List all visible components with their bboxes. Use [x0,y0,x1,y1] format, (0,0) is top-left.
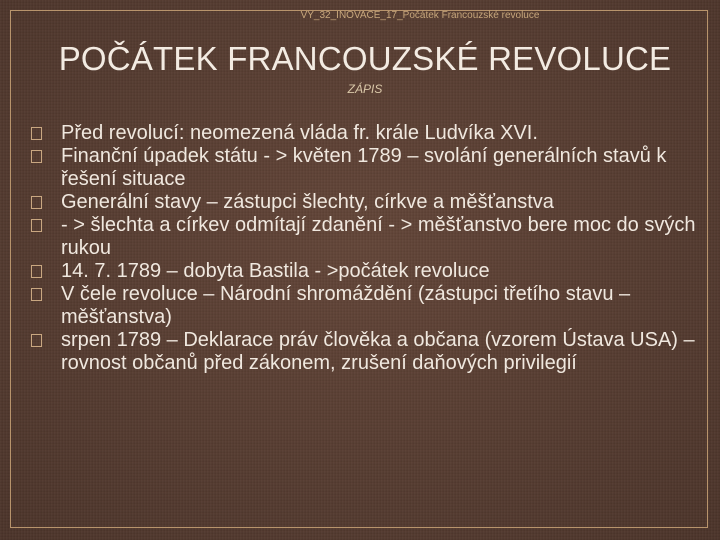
list-item-text: 14. 7. 1789 – dobyta Bastila - >počátek revoluce [61,260,490,282]
bullet-list [31,122,699,375]
list-item [31,191,699,214]
slide-subtitle: ZÁPIS [347,82,383,96]
list-item [31,283,699,329]
square-bullet-icon [31,334,42,347]
square-bullet-icon [31,288,42,301]
list-item-text: Před revolucí: neomezená vláda fr. krále Ludvíka XVI. [61,122,538,144]
list-item-text: Generální stavy – zástupci šlechty, církve a měšťanstva [61,191,554,213]
list-item [31,214,699,260]
list-item-text: - > šlechta a církev odmítají zdanění - > měšťanstvo bere moc do svých rukou [61,214,696,259]
list-item-text: V čele revoluce – Národní shromáždění (zástupci třetího stavu – měšťanstva) [61,283,631,328]
list-item-text: Finanční úpadek státu - > květen 1789 – svolání generálních stavů k řešení situace [61,145,667,190]
slide-title: POČÁTEK FRANCOUZSKÉ REVOLUCE [58,40,672,77]
header-note: VY_32_INOVACE_17_Počátek Francouzské revoluce [300,10,540,21]
list-item [31,145,699,191]
list-item [31,260,699,283]
square-bullet-icon [31,196,42,209]
square-bullet-icon [31,127,42,140]
square-bullet-icon [31,150,42,163]
list-item [31,329,699,375]
list-item [31,122,699,145]
list-item-text: srpen 1789 – Deklarace práv člověka a občana (vzorem Ústava USA) – rovnost občanů před zákonem, zrušení daňových privilegií [61,329,695,374]
square-bullet-icon [31,265,42,278]
square-bullet-icon [31,219,42,232]
